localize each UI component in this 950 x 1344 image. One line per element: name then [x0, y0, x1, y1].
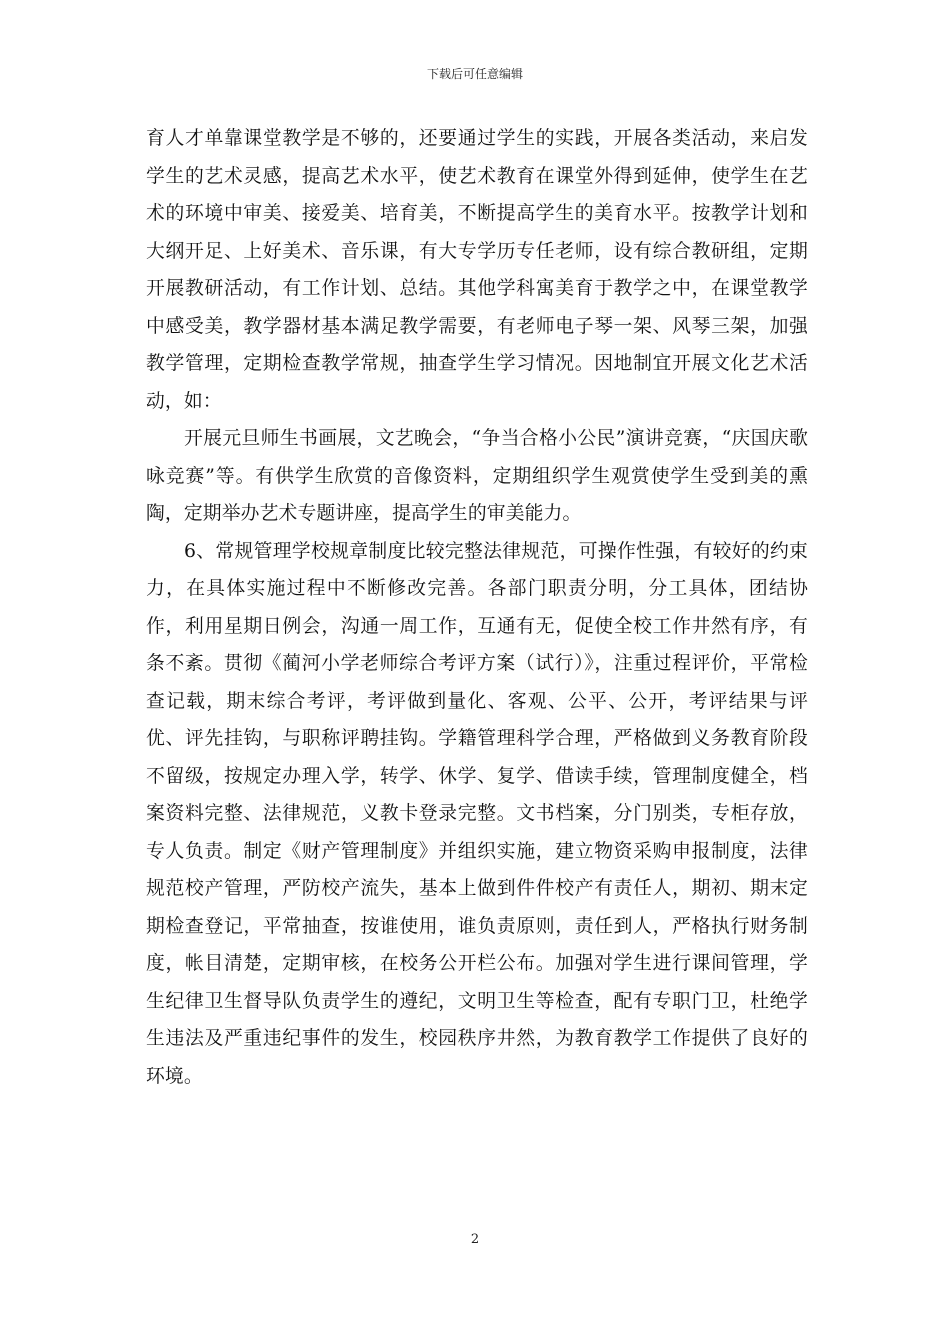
page-number: 2	[470, 1232, 480, 1247]
document-body	[146, 120, 808, 1095]
paragraph-routine-management: 6、常规管理学校规章制度比较完整法律规范，可操作性强，有较好的约束力，在具体实施过程中不断修改完善。各部门职责分明，分工具体，团结协作，利用星期日例会，沟通一周工作，互通有无，促使全校工作井然有序，有条不紊。贯彻《蔺河小学老师综合考评方案（试行）》，注重过程评价，平常检查记载，期末综合考评，考评做到量化、客观、公平、公开，考评结果与评优、评先挂钩，与职称评聘挂钩。学籍管理科学合理，严格做到义务教育阶段不留级，按规定办理入学，转学、休学、复学、借读手续，管理制度健全，档案资料完整、法律规范，义教卡登录完整。文书档案，分门别类，专柜存放，专人负责。制定《财产管理制度》并组织实施，建立物资采购申报制度，法律规范校产管理，严防校产流失，基本上做到件件校产有责任人，期初、期末定期检查登记，平常抽查，按谁使用，谁负责原则，责任到人，严格执行财务制度，帐目清楚，定期审核，在校务公开栏公布。加强对学生进行课间管理，学生纪律卫生督导队负责学生的遵纪，文明卫生等检查，配有专职门卫，杜绝学生违法及严重违纪事件的发生，校园秩序井然，为教育教学工作提供了良好的环境。	[146, 540, 808, 1087]
paragraph-arts-education: 育人才单靠课堂教学是不够的，还要通过学生的实践，开展各类活动，来启发学生的艺术灵感，提高艺术水平，使艺术教育在课堂外得到延伸，使学生在艺术的环境中审美、接爱美、培育美，不断提高学生的美育水平。按教学计划和大纲开足、上好美术、音乐课，有大专学历专任老师，设有综合教研组，定期开展教研活动，有工作计划、总结。其他学科寓美育于教学之中，在课堂教学中感受美，教学器材基本满足教学需要，有老师电子琴一架、风琴三架，加强教学管理，定期检查教学常规，抽查学生学习情况。因地制宜开展文化艺术活动，如：	[146, 128, 808, 412]
page-header: 下载后可任意编辑	[426, 67, 523, 81]
paragraph-arts-activities: 开展元旦师生书画展，文艺晚会，“争当合格小公民”演讲竞赛，“庆国庆歌咏竞赛”等。有供学生欣赏的音像资料，定期组织学生观赏使学生受到美的熏陶，定期举办艺术专题讲座，提高学生的审美能力。	[146, 428, 808, 524]
